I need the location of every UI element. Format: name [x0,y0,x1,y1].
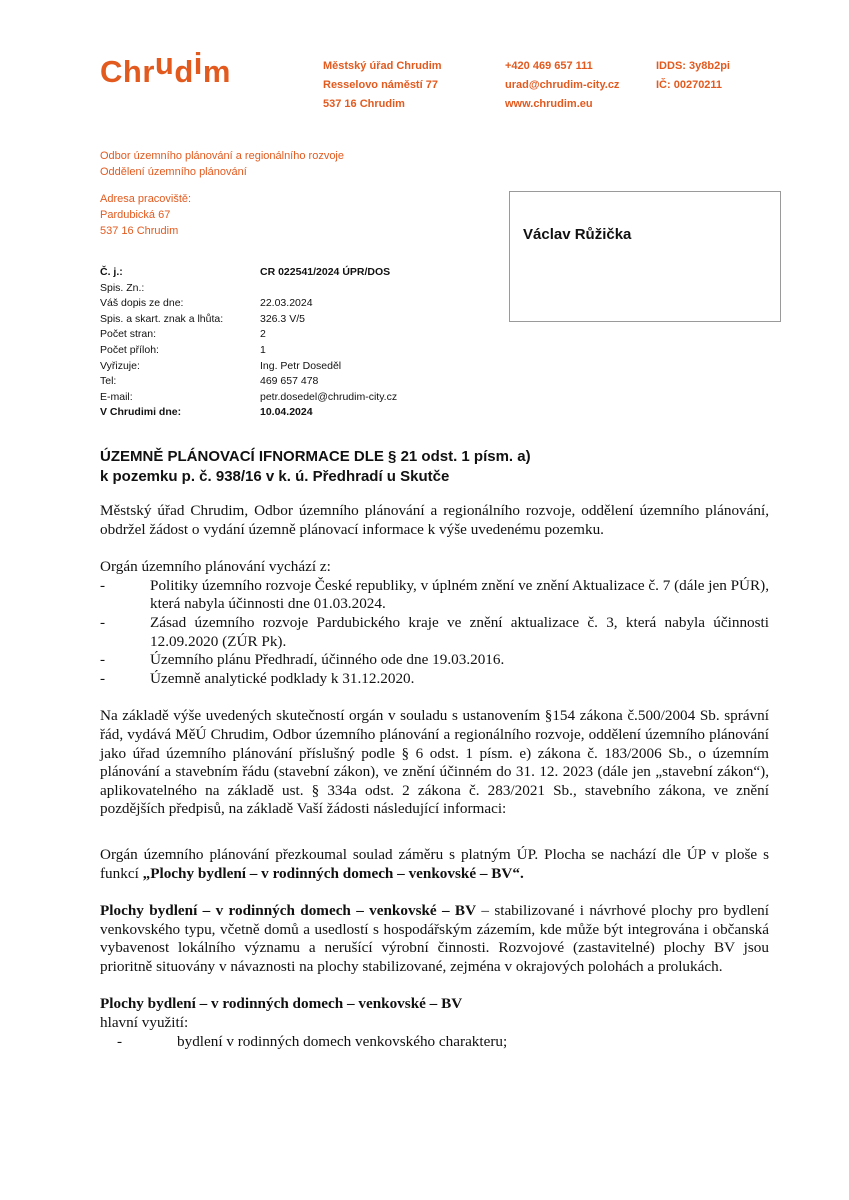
logo-part: m [202,54,231,89]
list-item [100,1033,769,1052]
meta-row [100,390,397,406]
meta-value[interactable]: petr.dosedel@chrudim-city.cz [260,390,398,403]
review-paragraph [100,846,769,883]
legal-paragraph: Na základě výše uvedených skutečností orgán v souladu s ustanovením §154 zákona č.500/2004 Sb. správní řád, vydává MěÚ Chrudim, Odbor územního plánování a regionálního rozvoje, oddělení územního plánování jako úřad územního plánování příslušný podle § 6 odst. 1 písm. e) zákona č. 183/2006 Sb., o územním plánování a stavebním řádu (stavební zákon), ve znění účinném do 31. 12. 2023 (dále jen „stavební zákon“), aplikovatelného na základě ust. § 334a odst. 2 zákona č. 283/2021 Sb., stavebního zákona, ve znění pozdějších předpisů, na základě Vaší žádosti následující informaci: [100,707,769,818]
list-item [100,651,769,670]
meta-row [100,281,397,297]
meta-row [100,312,397,328]
meta-value: 326.3 V/5 [260,312,305,325]
meta-key: Vyřizuje: [100,359,140,372]
logo-part: Chr [100,54,155,89]
logo-part: d [174,54,194,89]
list-item-text: Zásad územního rozvoje Pardubického kraje ve znění aktualizace č. 3, která nabyla účinnosti 12.09.2020 (ZÚR Pk). [150,613,769,650]
department [100,148,344,180]
meta-value: Ing. Petr Doseděl [260,359,342,372]
list-item-text: Politiky územního rozvoje České republiky, v úplném znění ve znění Aktualizace č. 7 (dále jen PÚR), která nabyla účinnosti dne 01.03.2024. [150,576,770,613]
meta-value: 1 [260,343,266,356]
definition-term: Plochy bydlení – v rodinných domech – venkovské – BV [100,902,477,920]
section-name: Oddělení územního plánování [100,166,247,178]
meta-row [100,374,397,390]
section-heading: Plochy bydlení – v rodinných domech – venkovské – BV [100,995,463,1013]
list-dash: - [100,576,106,594]
meta-key: V Chrudimi dne: [100,406,182,419]
office-phone: +420 469 657 111 [505,60,593,72]
definition-text: – stabilizované i návrhové plochy pro bydlení venkovského typu, včetně domů a usedlostí s hospodářským zázemím, kde může být integrována i občanská vybavenost lokálního významu a nerušící výrobní činnosti. Rozvojové (zastavitelné) plochy BV jsou prioritně situovány v návaznosti na plochy stabilizované, zejména v okrajových polohách a prolukách. [100,902,769,975]
logo-part: u [154,46,175,81]
chrudim-logo [100,46,231,90]
list-item-text: Územně analytické podklady k 31.12.2020. [150,669,415,687]
meta-row [100,343,397,359]
basis-heading: Orgán územního plánování vychází z: [100,558,331,576]
title-line: k pozemku p. č. 938/16 v k. ú. Předhradí u Skutče [100,468,450,485]
document-body [100,502,769,1051]
list-dash: - [100,669,106,687]
idds: IDDS: 3y8b2pi [656,60,730,72]
meta-row [100,296,397,312]
definition-paragraph [100,902,769,976]
review-text: Orgán územního plánování přezkoumal soulad záměru s platným ÚP. Plocha se nachází dle ÚP v ploše s funkcí [100,845,769,882]
meta-row [100,265,397,281]
meta-value: 10.04.2024 [260,406,313,419]
meta-key: Tel: [100,375,117,388]
office-name: Městský úřad Chrudim [323,60,442,72]
list-item [100,614,769,651]
title-line: ÚZEMNĚ PLÁNOVACÍ IFNORMACE DLE § 21 odst. 1 písm. a) [100,448,531,465]
list-dash: - [100,613,106,631]
office-ids [656,57,730,95]
list-dash: - [117,1032,123,1050]
meta-key: Spis. Zn.: [100,281,145,294]
recipient-name: Václav Růžička [523,226,632,243]
office-email-link[interactable]: urad@chrudim-city.cz [505,79,620,91]
workplace-street: Pardubická 67 [100,209,171,221]
meta-key: Spis. a skart. znak a lhůta: [100,312,224,325]
meta-key: Č. j.: [100,266,123,278]
meta-key: E-mail: [100,390,133,403]
list-dash: - [100,651,106,669]
list-item-text: bydlení v rodinných domech venkovského charakteru; [177,1032,508,1050]
workplace-city: 537 16 Chrudim [100,225,179,237]
meta-key: Váš dopis ze dne: [100,297,184,310]
list-item [100,670,769,689]
workplace-address [100,191,191,239]
workplace-label: Adresa pracoviště: [100,193,192,205]
meta-row [100,405,397,421]
meta-key: Počet příloh: [100,343,159,356]
meta-row [100,359,397,375]
intro-paragraph: Městský úřad Chrudim, Odbor územního plánování a regionálního rozvoje, oddělení územního plánování, obdržel žádost o vydání územně plánovací informace k výše uvedenému pozemku. [100,502,769,538]
recipient-box [509,191,781,322]
reference-table [100,265,397,421]
department-name: Odbor územního plánování a regionálního rozvoje [100,150,344,162]
document-title [100,447,531,487]
list-item [100,577,769,614]
office-city: 537 16 Chrudim [323,98,405,110]
office-address [323,57,442,114]
meta-value: 469 657 478 [260,375,319,388]
meta-row [100,327,397,343]
meta-value: 22.03.2024 [260,297,313,310]
list-item-text: Územního plánu Předhradí, účinného ode dne 19.03.2016. [150,651,505,669]
main-use-label: hlavní využití: [100,1014,189,1032]
logo-part: i [193,46,203,81]
review-function-name: „Plochy bydlení – v rodinných domech – venkovské – BV“. [142,864,524,882]
office-website-link[interactable]: www.chrudim.eu [505,98,593,110]
office-contact [505,57,619,114]
meta-value: CR 022541/2024 ÚPR/DOS [260,266,391,278]
meta-value: 2 [260,328,266,341]
meta-key: Počet stran: [100,328,157,341]
office-street: Resselovo náměstí 77 [323,79,438,91]
ico: IČ: 00270211 [656,79,723,91]
